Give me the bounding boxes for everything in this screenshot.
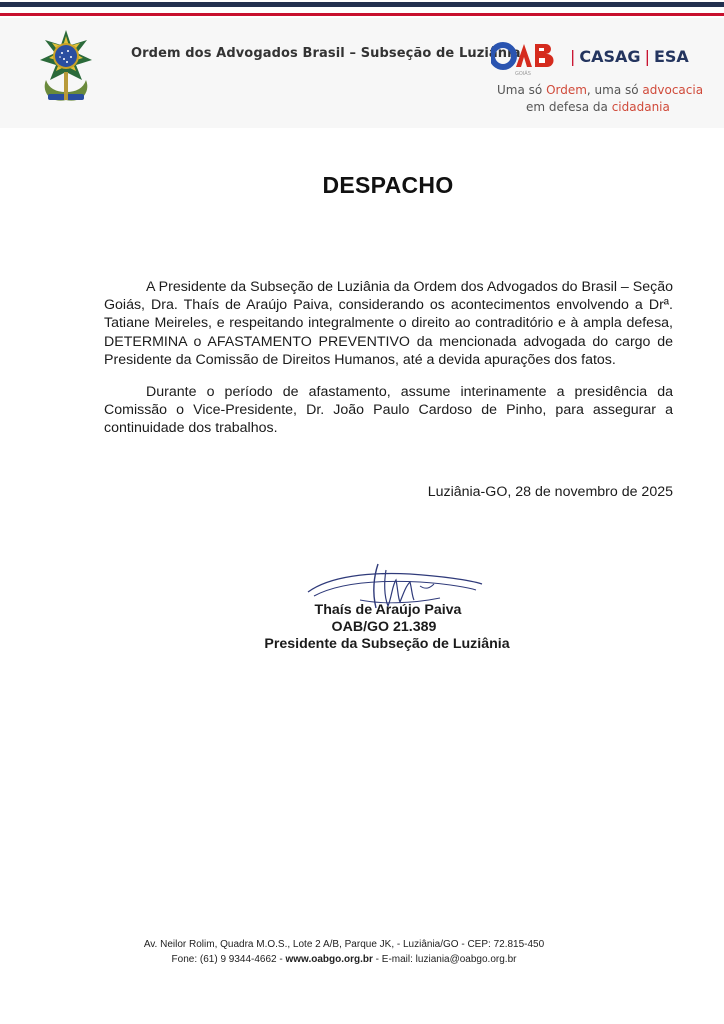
casag-esa-brand: [570, 47, 689, 66]
slogan-highlight: advocacia: [642, 83, 704, 97]
coat-of-arms-icon: [38, 28, 94, 110]
signatory-registration: OAB/GO 21.389: [331, 619, 437, 635]
top-red-stripe: [0, 13, 724, 16]
body-paragraph-2: Durante o período de afastamento, assume interinamente a presidência da Comissão o Vice-Presidente, Dr. João Paulo Cardoso de Pinho, para assegurar a continuidade dos trabalhos.: [104, 384, 673, 437]
top-navy-stripe: [0, 2, 724, 7]
slogan-text: em defesa da: [526, 100, 612, 114]
document-title: DESPACHO: [322, 172, 454, 198]
slogan-text: , uma só: [586, 83, 643, 97]
brand-divider: |: [644, 47, 650, 66]
footer-phone: Fone: (61) 9 9344-4662 -: [171, 954, 286, 965]
footer-email: - E-mail: luziania@oabgo.org.br: [372, 954, 517, 965]
slogan-line-2: [526, 98, 670, 116]
slogan-highlight: cidadania: [611, 100, 670, 114]
body-paragraph-1: A Presidente da Subseção de Luziânia da Ordem dos Advogados do Brasil – Seção Goiás, Dra. Thaís de Araújo Paiva, considerando os acontecimentos envolvendo a Drª. Tatiane Meireles, e respeitando integralmente o direito ao contraditório e à ampla defesa, DETERMINA o AFASTAMENTO PREVENTIVO da mencionada advogada do cargo de Presidente da Comissão de Direitos Humanos, até a devida apurações dos fatos.: [104, 279, 673, 368]
signatory-name: Thaís de Araújo Paiva: [314, 602, 462, 618]
slogan-line-1: [497, 81, 703, 99]
oab-logo-subtitle: GOIÁS: [515, 71, 531, 77]
date-line: Luziânia-GO, 28 de novembro de 2025: [427, 484, 673, 500]
footer-website-link[interactable]: www.oabgo.org.br: [285, 954, 373, 965]
footer-contact: [0, 954, 706, 965]
slogan-text: Uma só: [497, 83, 547, 97]
slogan-highlight: Ordem: [546, 83, 587, 97]
signatory-role: Presidente da Subseção de Luziânia: [264, 636, 510, 652]
footer-address: Av. Neilor Rolim, Quadra M.O.S., Lote 2 A/B, Parque JK, - Luziânia/GO - CEP: 72.815-450: [143, 939, 545, 950]
organization-name: Ordem dos Advogados Brasil – Subseção de Luziânia: [131, 46, 521, 61]
esa-label: ESA: [653, 47, 689, 66]
casag-label: CASAG: [579, 47, 641, 66]
brand-divider: |: [570, 47, 576, 66]
